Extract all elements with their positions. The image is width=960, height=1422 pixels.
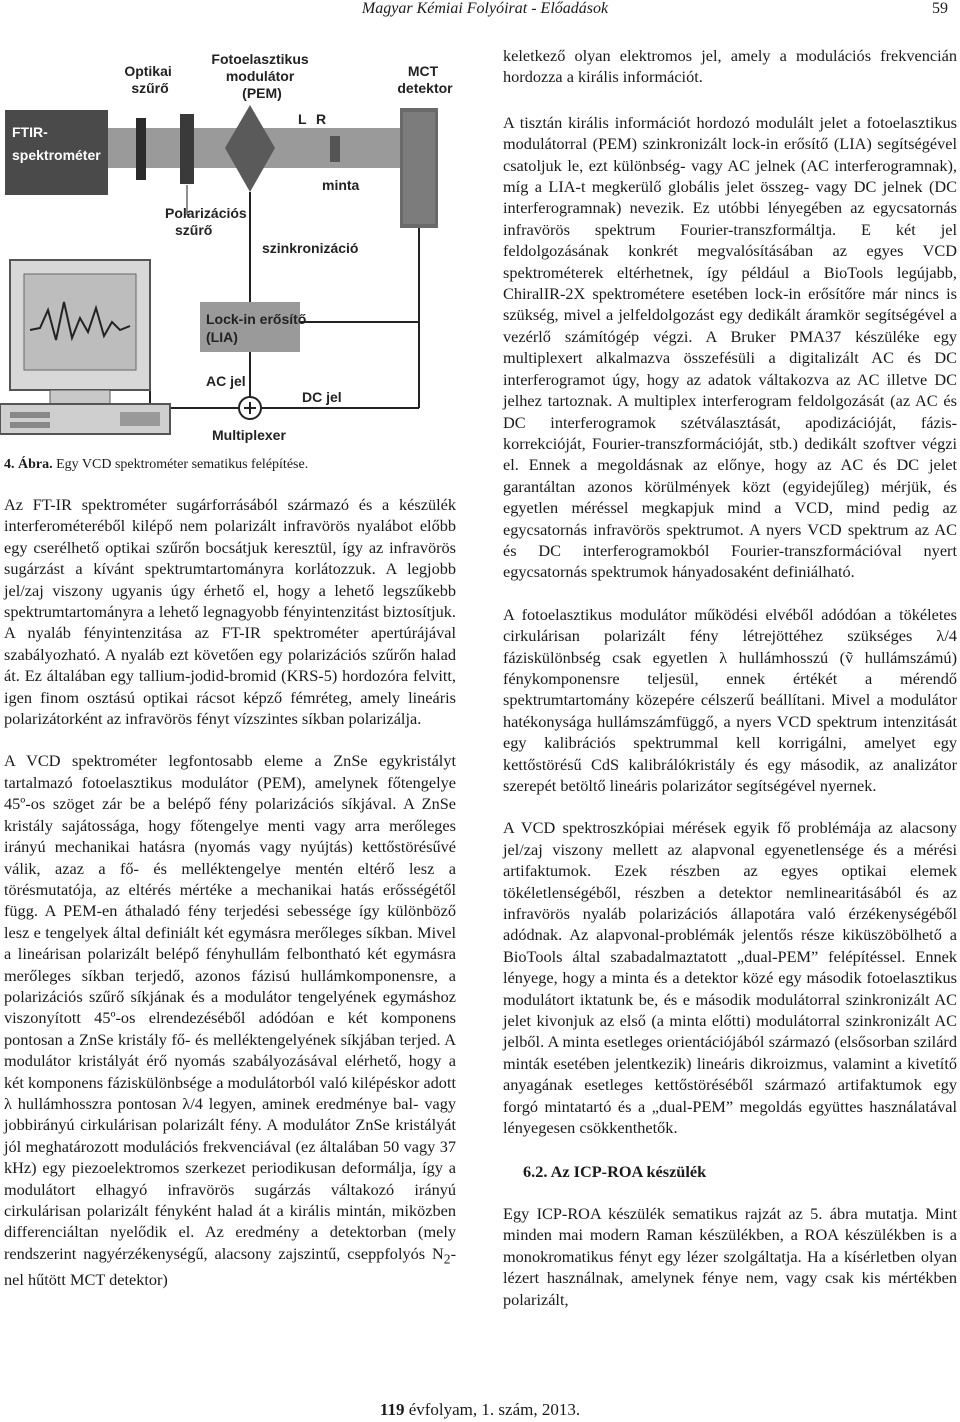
footer-issue: évfolyam, 1. szám, 2013. bbox=[404, 1400, 581, 1419]
svg-text:Fotoelasztikus modulátor: Fotoelasztikus modulátor (PEM) bbox=[211, 51, 309, 101]
multiplexer-label: Multiplexer bbox=[212, 427, 286, 443]
left-paragraph-1: Az FT-IR spektrométer sugárforrásából származó és a készülék interferométeréből kilépő nem polarizált infravörös nyalábot előbb egy cserélhető optikai szűrőn bocsátjuk keresztül, így az infravörös sugárzást a kívánt spektrumtartományra korlátozzuk. A legjobb jel/zaj viszony ugyanis úgy érhető el, hogy a lehető legszűkebb spektrumtartományra a lehető legnagyobb fényintenzitást biztosítjuk. A nyaláb fényintenzitása az FT-IR spektrométer apertúrájával szabályozható. A nyaláb ezt követően egy polarizációs szűrőn halad át. Ez általában egy tallium-jodid-bromid (KRS-5) hordozóra felvitt, igen finom osztású optikai rácsot képző fémréteg, amely lineáris polarizátorként az infravörös fényt vízszintes síkban polarizálja. bbox=[4, 495, 456, 729]
dc-label: DC jel bbox=[302, 389, 342, 405]
computer-icon bbox=[0, 260, 170, 434]
ac-label: AC jel bbox=[206, 373, 246, 389]
footer-volume: 119 bbox=[379, 1400, 405, 1419]
svg-text:MCT detektor: MCT detektor bbox=[397, 63, 453, 96]
left-paragraph-2-text: A VCD spektrométer legfontosabb eleme a ZnSe egykristályt tartalmazó fotoelasztikus modulátor (PEM), amelynek főtengelye 45º-os szöget zár be a belépő fény polarizációs síkjával. A ZnSe kristály sajátossága, hogy főtengelye menti vagy arra merőleges irányú mechanikai hatásra (nyomás vagy nyújtás) kettőstörésűvé válik, azaz a fő- és melléktengelye mentén eltérő lesz a törésmutatója, az eltérés mértéke a mechanikai hatás erősségétől függ. A PEM-en áthaladó fény terjedési sebessége így különböző lesz e tengelyek által definiált két egymásra merőleges síkban. Mivel a lineárisan polarizált belépő fényhullám felbontható két egymásra merőleges síkban terjedő, azonos fázisú hullámkomponensre, a polarizációs szűrő síkjának és a modulátor tengelyének egymáshoz viszonyított 45º-os elrendezéséből adódóan e két komponens pontosan a ZnSe kristály fő- és melléktengelyének síkjában terjed. A modulátor kristályát érő nyomás szabályozásával elérhető, hogy a két komponens fáziskülönbsége a modulátorból való kilépéskor adott λ hullámhosszra pontosan λ/4 legyen, aminek eredménye bal- vagy jobbirányú cirkulárisan polarizált fény. A modulátor ZnSe kristályát jól meghatározott modulációs frekvenciával (ez általában 50 vagy 37 kHz) egy piezoelektromos szerkezet periodikusan deformálja, így a modulátort elhagyó infravörös sugárzás váltakozó irányú cirkulárisan polarizált fényként halad át a királis mintán, miközben differenciáltan nyelődik el. Az eredmény a detektorban (mely rendszerint nagyérzékenységű, alacsony zajszintű, cseppfolyós N bbox=[4, 751, 456, 1263]
pem-modulator bbox=[225, 105, 275, 192]
right-column bbox=[503, 45, 957, 1310]
svg-text:Optikai szűrő: Optikai szűrő bbox=[124, 63, 172, 96]
sample bbox=[330, 136, 340, 162]
polarizer bbox=[180, 114, 194, 184]
left-paragraph-2-end: -nel hűtött MCT detektor) bbox=[4, 1243, 456, 1290]
left-label: L bbox=[298, 111, 307, 127]
left-column bbox=[4, 494, 456, 1291]
page-number: 59 bbox=[932, 0, 948, 17]
ftir-label: FTIR- spektrométer bbox=[12, 124, 101, 163]
sync-label: szinkronizáció bbox=[262, 240, 359, 256]
polarizer-label: Polarizációs bbox=[165, 205, 247, 221]
page-footer bbox=[0, 1400, 960, 1420]
right-paragraph-0: keletkező olyan elektromos jel, amely a modulációs frekvencián hordozza a királis információt. bbox=[503, 46, 957, 87]
optical-filter bbox=[136, 118, 146, 180]
left-paragraph-2 bbox=[4, 750, 456, 1290]
figure-caption-number: 4. Ábra. bbox=[4, 457, 53, 472]
sample-label: minta bbox=[322, 177, 360, 193]
left-paragraph-2-subscript: 2 bbox=[443, 1251, 451, 1267]
vcd-schematic-figure bbox=[0, 40, 470, 460]
journal-header: Magyar Kémiai Folyóirat - Előadások bbox=[361, 0, 609, 17]
right-paragraph-2: A fotoelasztikus modulátor működési elvéből adódóan a tökéletes cirkulárisan polarizált fény létrejöttéhez szükséges λ/4 fáziskülönbség csak egyetlen λ hullámhosszú (ṽ hullámszámú) fénykomponensre teljesül, ennek értékét a mérendő spektrumtartomány közepére célszerű beállítani. Mivel a modulátor hatékonysága hullámszámfüggő, a nyers VCD spektrum intenzitását egy kalibrációs spektrummal kell korrigálni, amelyet egy kettőstörésű CdS kalibrálókristály és egy második, az analizátor szerepét betöltő lineáris polarizátor segítségével nyernek. bbox=[503, 604, 957, 795]
section-heading: 6.2. Az ICP-ROA készülék bbox=[523, 1161, 707, 1181]
mct-label: MCT bbox=[407, 63, 439, 79]
right-paragraph-1: A tisztán királis információt hordozó modulált jelet a fotoelasztikus modulátorral (PEM) szinkronizált lock-in erősítő (LIA) segítségével csatoljuk le, ezt különbség- vagy AC jelnek (AC interferogramnak), míg a LIA-t megkerülő globális jelet összeg- vagy DC jelnek (DC interferogramnak) nevezik. Ez utóbbi lényegében az egycsatornás infravörös spektrum Fourier-transzformáltja. E két jel feldolgozásának konkrét megvalósításában az egyes VCD spektrométerek eltérhetnek, így például a BioTools legújabb, ChiralIR-2X spektrométere esetében lock-in erősítőre már nincs is szükség, mivel a jelfeldolgozást egy dedikált áramkör segítségével a vezérlő számítógép végzi. A Bruker PMA37 készüléke egy multiplexert alkalmazva összefésüli a digitalizált AC és DC interferogramot úgy, hogy az adatok váltakozva az AC illetve DC jelhez tartoznak. A multiplex interferogram feldolgozását (az AC és DC interferogramok szétválasztását, apodizációját, fázis-korrekcióját, Fourier-transzformációját, stb.) dedikált szoftver végzi el. Ennek a megoldásnak az előnye, hogy az AC és DC jelet garantáltan azonos körülmények közt (egyidejűleg) mérjük, és egyetlen méréssel megkapjuk mind a VCD, mind pedig az egycsatornás infravörös spektrumot. A nyers VCD spektrum az AC és DC interferogramokból Fourier-transzformációval nyert egycsatornás spektrumok hányadosaként definiálható. bbox=[503, 112, 957, 582]
figure-caption-text: Egy VCD spektrométer sematikus felépítése. bbox=[52, 457, 309, 472]
pem-label: Fotoelasztikus bbox=[211, 51, 309, 67]
svg-text:Polarizációs szűrő: Polarizációs szűrő bbox=[165, 205, 247, 238]
right-paragraph-3: A VCD spektroszkópiai mérések egyik fő problémája az alacsony jel/zaj viszony mellett az alapvonal egyenetlensége és a mérési artifaktumok. Ezek részben az egyes optikai elemek tökéletlenségéből, részben a detektor nemlinearitásából és az infravörös nyaláb polarizációs állapotára való érzékenységéből adódnak. Az alapvonal-problémák jelentős része kiküszöbölhető a BioTools által szabadalmaztatott „dual-PEM” felépítéssel. Ennek lényege, hogy a minta és a detektor közé egy második fotoelasztikus modulátort iktatunk be, és e második modulátorral szinkronizált AC jelet kivonjuk az első (a minta előtti) modulátorral szinkronizált AC jelből. A minta esetleges orientációjából származó (elsősorban szilárd minták esetében jelentkezik) lineáris dikroizmus, valamint a kivetítő anyagának esetleges kettőstöréséből származó artifaktumok egy forgó mintatartó és a „dual-PEM” megoldás együttes használatával lényegesen csökkenthetők. bbox=[503, 818, 957, 1138]
optical-filter-label: Optikai bbox=[124, 63, 172, 79]
figure-caption bbox=[4, 456, 308, 474]
right-label: R bbox=[316, 111, 327, 127]
right-paragraph-4: Egy ICP-ROA készülék sematikus rajzát az 5. ábra mutatja. Mint minden mai modern Raman készülékben, a ROA készülékben is a monokromatikus fényt egy lézer szolgáltatja. Ha a kísérletben olyan lézert használnak, amelynek fénye nem, vagy csak kis mértékben polarizált, bbox=[503, 1203, 957, 1309]
lockin-label: Lock-in erősítő bbox=[206, 311, 307, 327]
svg-text:Lock-in erősítő (LIA): Lock-in erősítő (LIA) bbox=[206, 311, 307, 345]
